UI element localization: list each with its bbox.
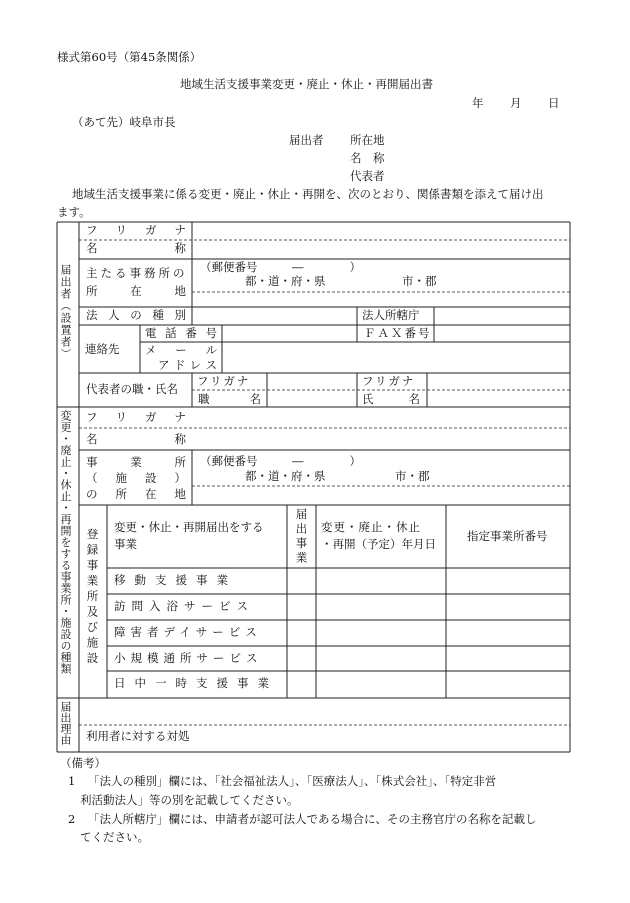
note1-number: 1 xyxy=(68,774,76,788)
s2-furigana-label: フ リ ガ ナ xyxy=(86,410,186,424)
s2-location-label-line3: の 所 在 地 xyxy=(86,487,186,501)
note1-line2: 利活動法人」等の別を記載してください。 xyxy=(80,793,299,807)
form-number: 様式第60号（第45条関係） xyxy=(57,50,202,64)
s2-prefecture: 都・道・府・県 xyxy=(245,469,326,483)
s1-phone-label: 電 話 番 号 xyxy=(145,326,217,340)
s2-col-notify: 届出事業 xyxy=(294,508,309,566)
s1-rep-furigana2: フリガナ xyxy=(362,374,416,388)
form-title: 地域生活支援事業変更・廃止・休止・再開届出書 xyxy=(180,77,433,91)
note2-number: 2 xyxy=(68,812,76,826)
s1-rep-title-label: 職 名 xyxy=(198,392,261,406)
s2-col-date-line1: 変更・廃止・休止 xyxy=(321,520,421,534)
s1-postal: （郵便番号 ― ） xyxy=(200,260,361,274)
s2-col-service-line2: 事業 xyxy=(114,537,137,551)
date-day: 日 xyxy=(548,96,560,110)
date-year: 年 xyxy=(472,96,484,110)
s2-service-daytime: 日中一時支援事業 xyxy=(114,676,278,690)
notifier-name-label: 名 称 xyxy=(350,151,385,165)
note2-line1: 「法人所轄庁」欄には、申請者が認可法人である場合に、その主務官庁の名称を記載し xyxy=(88,812,537,826)
s2-postal: （郵便番号 ― ） xyxy=(200,454,361,468)
s2-name-label: 名 称 xyxy=(86,432,186,446)
notifier-rep-label: 代表者 xyxy=(350,169,385,183)
s2-service-mobility: 移動支援事業 xyxy=(114,573,237,587)
s1-fax-label: ＦＡＸ番号 xyxy=(364,326,432,340)
s1-office-label-line1: 主たる事務所の xyxy=(86,266,188,280)
section-reason-side-label: 届出理由 xyxy=(59,701,72,745)
s1-office-label-line2: 所 在 地 xyxy=(86,284,186,298)
s2-service-bathing: 訪問入浴サービス xyxy=(114,599,254,613)
s1-furigana-label: フ リ ガ ナ xyxy=(86,223,186,237)
s2-location-label-line2: （ 施 設 ） xyxy=(86,471,186,485)
s2-col-service-line1: 変更・休止・再開届出をする xyxy=(114,520,264,534)
s1-prefecture: 都・道・府・県 xyxy=(245,274,326,288)
s1-name-label: 名 称 xyxy=(86,241,186,255)
s2-registered-label: 登録事業所及び施設 xyxy=(85,528,100,668)
intro-text-line1: 地域生活支援事業に係る変更・廃止・休止・再開を、次のとおり、関係書類を添えて届け出 xyxy=(72,187,544,201)
addressee: （あて先）岐阜市長 xyxy=(72,115,176,129)
section-facility-side-label: 変更・廃止・休止・再開をする事業所・施設の種類 xyxy=(59,410,72,675)
s2-city: 市・郡 xyxy=(395,469,430,483)
s1-corp-authority-label: 法人所轄庁 xyxy=(362,308,420,322)
note2-line2: てください。 xyxy=(80,830,149,844)
section-notifier-side-label: 届出者（設置者） xyxy=(59,264,72,360)
notifier-label: 届出者 xyxy=(289,133,324,147)
s1-rep-label: 代表者の職・氏名 xyxy=(86,382,178,396)
s1-city: 市・郡 xyxy=(402,274,437,288)
s3-user-handling: 利用者に対する対処 xyxy=(86,729,190,743)
s2-location-label-line1: 事 業 所 xyxy=(86,455,186,469)
s1-corp-type-label: 法 人 の 種 別 xyxy=(86,308,186,322)
date-month: 月 xyxy=(510,96,522,110)
s2-col-number: 指定事業所番号 xyxy=(467,529,548,543)
s1-rep-name-label: 氏 名 xyxy=(362,392,420,406)
s1-contact-label: 連絡先 xyxy=(85,342,120,356)
s2-service-small: 小規模通所サービス xyxy=(114,651,263,665)
intro-text-line2: ます。 xyxy=(57,205,91,219)
notifier-address-label: 所在地 xyxy=(350,133,385,147)
s2-col-date-line2: ・再開（予定）年月日 xyxy=(321,537,436,551)
note1-line1: 「法人の種別」欄には、「社会福祉法人」、「医療法人」、「株式会社」、「特定非営 xyxy=(88,774,497,788)
s1-mail-label-line2: ア ド レ ス xyxy=(158,358,217,372)
s2-service-day: 障害者デイサービス xyxy=(114,625,262,639)
s1-mail-label-line1: メ ー ル xyxy=(145,343,217,357)
s1-rep-furigana1: フリガナ xyxy=(197,374,251,388)
notes-title: （備考） xyxy=(60,756,106,770)
